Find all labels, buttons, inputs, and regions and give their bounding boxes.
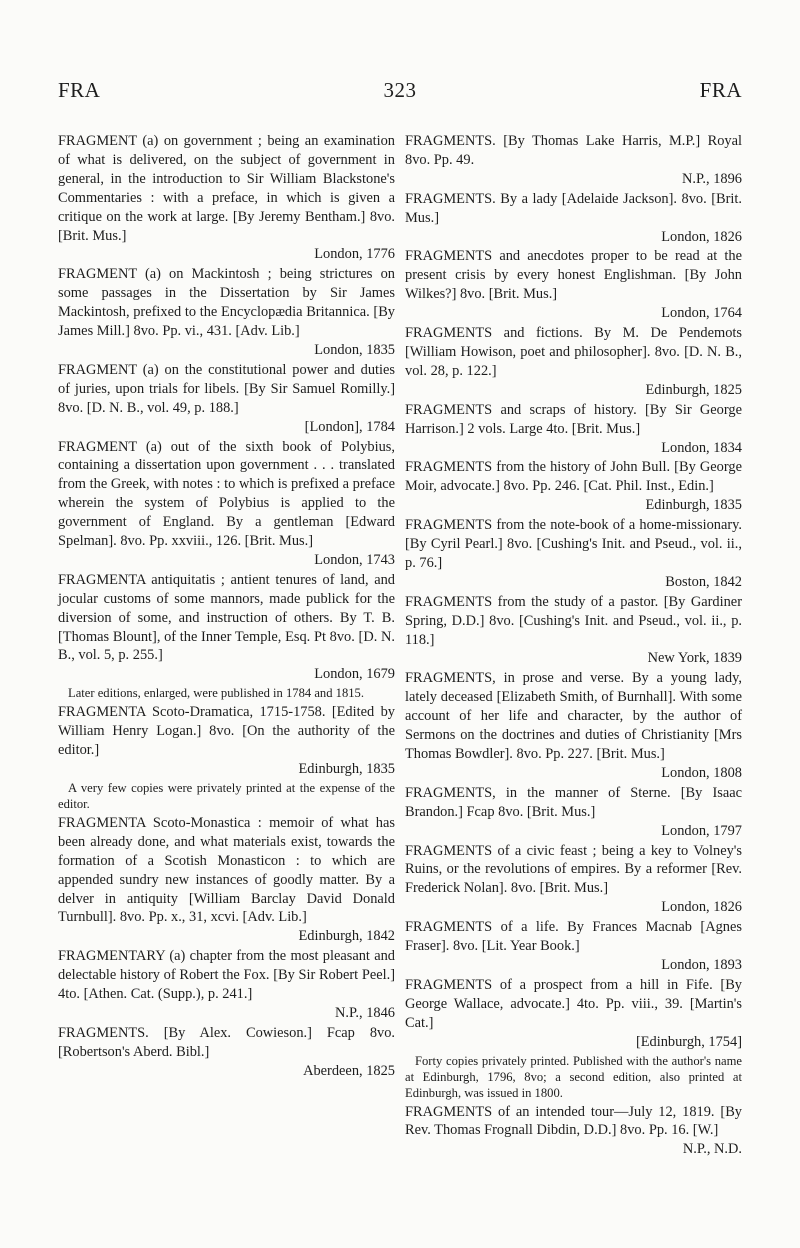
bibliography-entry (405, 458, 742, 515)
entry-note: Forty copies privately printed. Published with the author's name at Edinburgh, 1796, 8vo; a second edition, also printed at Edinburgh, was issued in 1800. (405, 1053, 742, 1100)
entry-note: Later editions, enlarged, were published in 1784 and 1815. (68, 686, 364, 701)
entry-imprint: Edinburgh, 1825 (645, 381, 742, 398)
entry-text: FRAGMENTA Scoto-Monastica : memoir of what has been already done, and what materials exist, towards the formation of a Scotish Monasticon : to which are appended sundry new instances of goodly matter. By a delver in antiquity [William Barclay David Donald Turnbull]. 8vo. Pp. x., 31, xcvi. [Adv. Lib.] (58, 814, 395, 926)
entry-text: FRAGMENTS and scraps of history. [By Sir George Harrison.] 2 vols. Large 4to. [Brit. Mus.] (405, 401, 742, 437)
entry-text: FRAGMENTS, in the manner of Sterne. [By Isaac Brandon.] Fcap 8vo. [Brit. Mus.] (405, 784, 742, 820)
bibliography-entry (405, 976, 742, 1101)
entry-imprint: London, 1835 (314, 341, 395, 358)
bibliography-entry (405, 918, 742, 975)
entry-text: FRAGMENTS, in prose and verse. By a young lady, lately deceased [Elizabeth Smith, of Burnhall]. With some account of her life and character, by the author of Sermons on the doctrines and duties of Christianity [Mrs Thomas Bowdler]. 8vo. Pp. 227. [Brit. Mus.] (405, 670, 742, 762)
bibliography-entry (405, 401, 742, 458)
entry-imprint: Boston, 1842 (665, 573, 742, 590)
bibliography-entry (58, 1024, 395, 1081)
bibliography-entry (58, 132, 395, 264)
entry-note: A very few copies were privately printed at the expense of the editor. (58, 780, 395, 811)
bibliography-entry (58, 814, 395, 946)
entry-text: FRAGMENTS of a civic feast ; being a key to Volney's Ruins, or the revolutions of empires. By a reformer [Rev. Frederick Nolan]. 8vo. [Brit. Mus.] (405, 842, 742, 897)
entry-imprint: N.P., N.D. (682, 1141, 742, 1158)
entry-imprint: Edinburgh, 1842 (298, 928, 395, 945)
entry-text: FRAGMENTS and fictions. By M. De Pendemots [William Howison, poet and philosopher]. 8vo. [D. N. B., vol. 28, p. 122.] (405, 325, 742, 379)
running-head-left: FRA (58, 78, 101, 102)
entry-imprint: London, 1834 (661, 439, 742, 456)
entry-imprint: London, 1893 (661, 956, 742, 973)
bibliography-entry (405, 593, 742, 669)
entry-text: FRAGMENTARY (a) chapter from the most pleasant and delectable history of Robert the Fox. [By Sir Robert Peel.] 4to. [Athen. Cat. (Supp.), p. 241.] (58, 948, 395, 1003)
bibliography-entry (405, 1103, 742, 1160)
entry-imprint: New York, 1839 (647, 650, 742, 667)
entry-imprint: N.P., 1896 (682, 170, 742, 187)
entry-text: FRAGMENT (a) on government ; being an examination of what is delivered, on the subject of government in general, in the introduction to Sir William Blackstone's Commentaries : with a preface, in which is given a critique on the work at large. [By Jeremy Bentham.] 8vo. [Brit. Mus.] (58, 133, 395, 244)
right-column (405, 132, 742, 1160)
entry-imprint: London, 1679 (314, 666, 395, 683)
entry-imprint: London, 1826 (661, 899, 742, 916)
entry-imprint: London, 1826 (661, 228, 742, 245)
bibliography-entry (405, 324, 742, 400)
entry-text: FRAGMENTS of a life. By Frances Macnab [Agnes Fraser]. 8vo. [Lit. Year Book.] (405, 919, 742, 955)
entry-text: FRAGMENTS from the history of John Bull. [By George Moir, advocate.] 8vo. Pp. 246. [Cat. Phil. Inst., Edin.] (405, 459, 742, 495)
entry-imprint: N.P., 1846 (335, 1004, 395, 1021)
entry-imprint: [Edinburgh, 1754] (635, 1033, 742, 1050)
entry-imprint: London, 1764 (661, 305, 742, 322)
entry-text: FRAGMENTS. [By Alex. Cowieson.] Fcap 8vo. [Robertson's Aberd. Bibl.] (58, 1024, 395, 1060)
bibliography-entry (58, 571, 395, 701)
bibliography-entry (58, 361, 395, 437)
entry-text: FRAGMENTS and anecdotes proper to be read at the present crisis by every honest Englishman. [By John Wilkes?] 8vo. [Brit. Mus.] (405, 248, 742, 303)
entry-text: FRAGMENTS of a prospect from a hill in Fife. [By George Wallace, advocate.] 4to. Pp. viii., 39. [Martin's Cat.] (405, 976, 742, 1031)
bibliography-entry (405, 247, 742, 323)
entry-text: FRAGMENT (a) on Mackintosh ; being strictures on some passages in the Dissertation by Sir James Mackintosh, prefixed to the Encyclopædia Britannica. [By James Mill.] 8vo. Pp. vi., 431. [Adv. Lib.] (58, 266, 395, 340)
entry-imprint: Edinburgh, 1835 (645, 497, 742, 514)
entry-text: FRAGMENTS from the study of a pastor. [By Gardiner Spring, D.D.] 8vo. [Cushing's Init. and Pseud., vol. ii., p. 118.] (405, 593, 742, 648)
bibliography-entry (405, 842, 742, 918)
bibliography-entry (58, 265, 395, 360)
bibliography-entry (58, 947, 395, 1023)
bibliography-entry (58, 438, 395, 570)
entry-text: FRAGMENTS of an intended tour—July 12, 1819. [By Rev. Thomas Frognall Dibdin, D.D.] 8vo. Pp. 16. [W.] (405, 1103, 742, 1139)
entry-imprint: London, 1743 (314, 551, 395, 568)
running-head (0, 78, 800, 108)
entry-text: FRAGMENT (a) on the constitutional power and duties of juries, upon trials for libels. [By Sir Samuel Romilly.] 8vo. [D. N. B., vol. 49, p. 188.] (58, 361, 395, 416)
bibliography-entry (405, 669, 742, 782)
entry-text: FRAGMENTA antiquitatis ; antient tenures of land, and jocular customs of some mannors, made publick for the diversion of some, and instruction of others. By T. B. [Thomas Blount], of the Inner Temple, Esq. Pt 8vo. [D. N. B., vol. 5, p. 255.] (58, 571, 395, 664)
page-number: 323 (383, 78, 417, 102)
bibliography-entry (405, 516, 742, 592)
entry-text: FRAGMENTS. [By Thomas Lake Harris, M.P.] Royal 8vo. Pp. 49. (405, 133, 742, 168)
bibliography-entry (58, 703, 395, 812)
entry-text: FRAGMENT (a) out of the sixth book of Polybius, containing a dissertation upon government . . . translated from the Greek, with notes : to which is prefixed a preface wherein the system of Polybius is applied to the government of England. By a gentleman [Edward Spelman]. 8vo. Pp. xxviii., 126. [Brit. Mus.] (58, 438, 395, 550)
entry-text: FRAGMENTA Scoto-Dramatica, 1715-1758. [Edited by William Henry Logan.] 8vo. [On the authority of the editor.] (58, 704, 395, 759)
entry-imprint: Edinburgh, 1835 (298, 761, 395, 777)
entry-imprint: Aberdeen, 1825 (303, 1062, 395, 1079)
entry-text: FRAGMENTS. By a lady [Adelaide Jackson]. 8vo. [Brit. Mus.] (405, 190, 742, 226)
entry-imprint: London, 1808 (661, 764, 742, 781)
left-column (58, 132, 395, 1082)
running-head-right: FRA (699, 78, 742, 102)
entry-imprint: London, 1797 (661, 822, 742, 839)
entry-imprint: London, 1776 (314, 246, 395, 263)
bibliography-entry (405, 190, 742, 247)
bibliography-entry (405, 784, 742, 841)
entry-text: FRAGMENTS from the note-book of a home-missionary. [By Cyril Pearl.] 8vo. [Cushing's Init. and Pseud., vol. ii., p. 76.] (405, 517, 742, 571)
entry-imprint: [London], 1784 (304, 418, 395, 435)
bibliography-entry (405, 132, 742, 189)
